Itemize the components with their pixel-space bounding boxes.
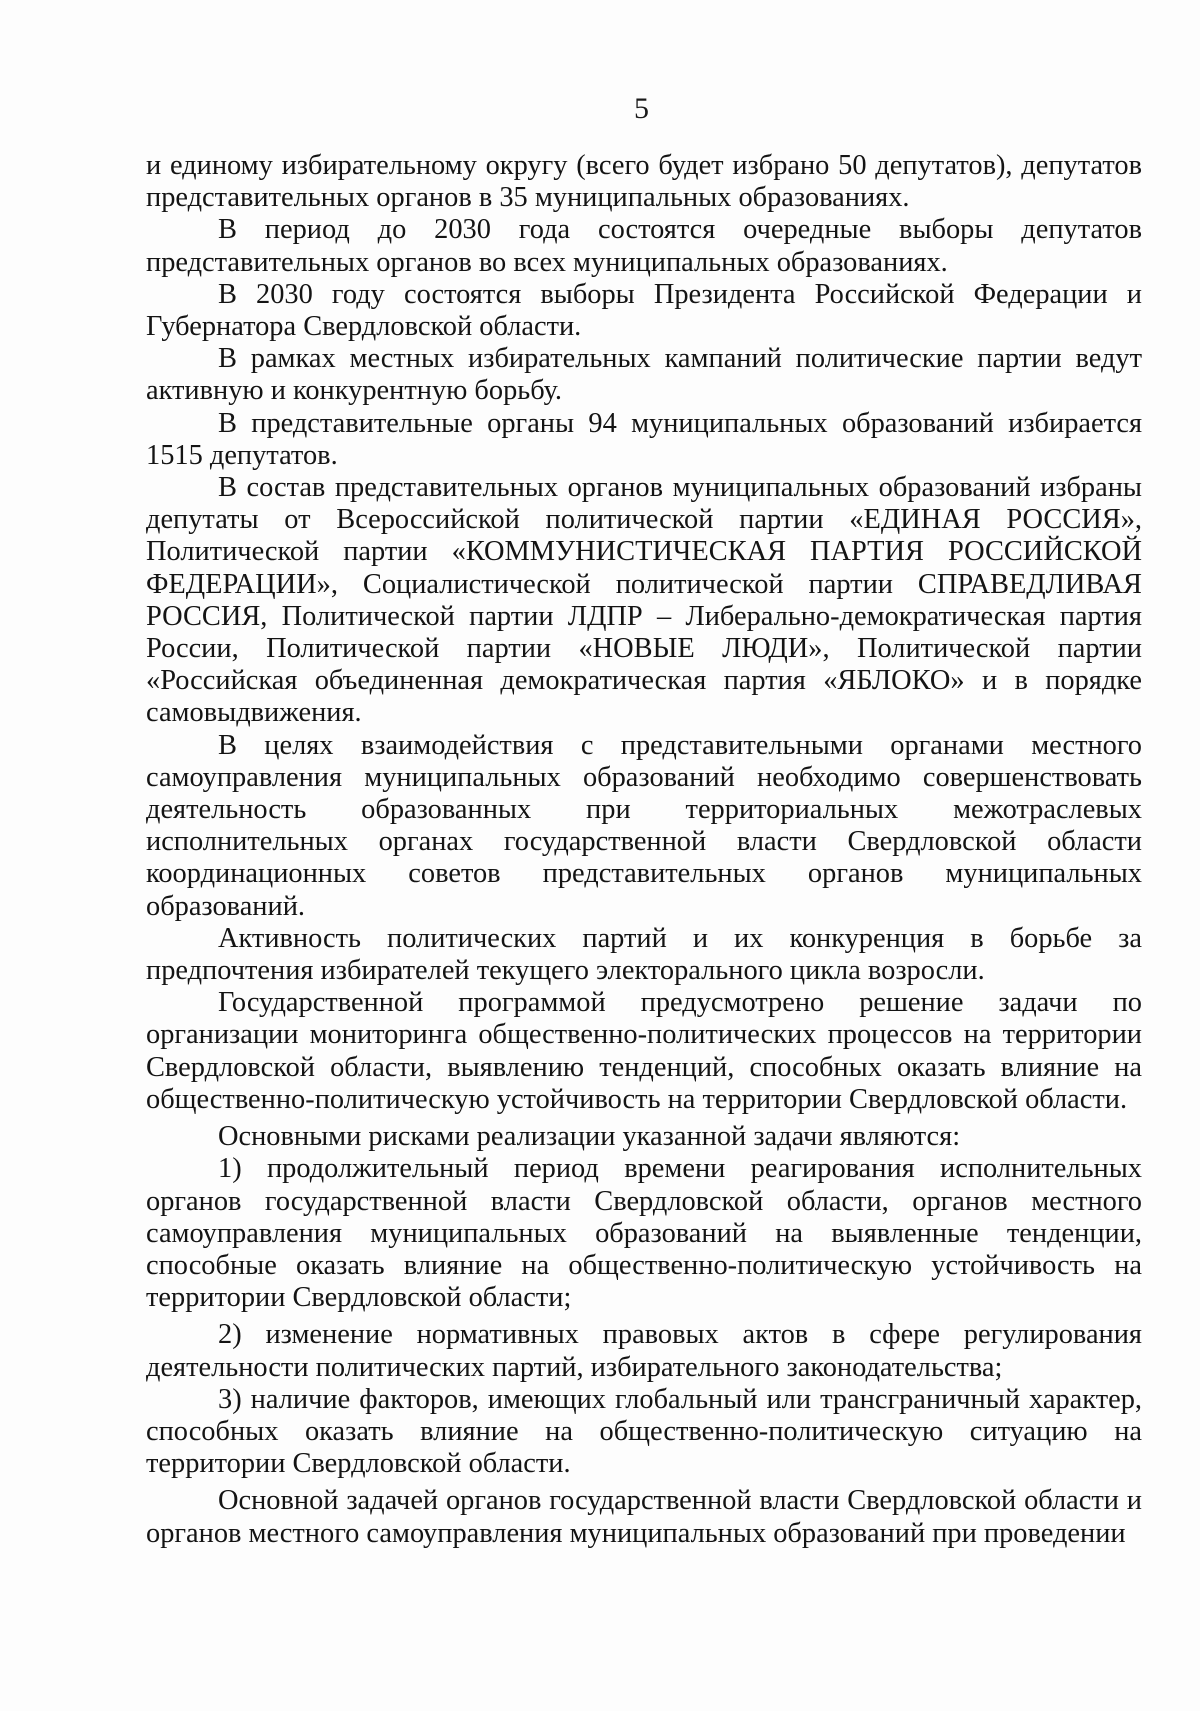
list-item-risk-2: 2) изменение нормативных правовых актов в сфере регулирования деятельности политических партий, избирательного законодательства; bbox=[146, 1319, 1142, 1383]
list-item-risk-1: 1) продолжительный период времени реагирования исполнительных органов государственной власти Свердловской области, органов местного самоуправления муниципальных образований на выявленные тенденции, способные оказать влияние на общественно-политическую устойчивость на территории Свердловской области; bbox=[146, 1153, 1142, 1314]
paragraph-parties-list: В состав представительных органов муниципальных образований избраны депутаты от Всероссийской политической партии «ЕДИНАЯ РОССИЯ», Политической партии «КОММУНИСТИЧЕСКАЯ ПАРТИЯ РОССИЙСКОЙ ФЕДЕРАЦИИ», Социалистической политической партии СПРАВЕДЛИВАЯ РОССИЯ, Политической партии ЛДПР – Либерально-демократическая партия России, Политической партии «НОВЫЕ ЛЮДИ», Политической партии «Российская объединенная демократическая партия «ЯБЛОКО» и в порядке самовыдвижения. bbox=[146, 472, 1142, 729]
paragraph-continuation: и единому избирательному округу (всего будет избрано 50 депутатов), депутатов представительных органов в 35 муниципальных образованиях. bbox=[146, 150, 1142, 214]
paragraph-monitoring-task: Государственной программой предусмотрено решение задачи по организации мониторинга общественно-политических процессов на территории Свердловской области, выявлению тенденций, способных оказать влияние на общественно-политическую устойчивость на территории Свердловской области. bbox=[146, 987, 1142, 1115]
list-item-risk-3: 3) наличие факторов, имеющих глобальный или трансграничный характер, способных оказать влияние на общественно-политическую ситуацию на территории Свердловской области. bbox=[146, 1383, 1142, 1480]
paragraph-party-activity: Активность политических партий и их конкуренция в борьбе за предпочтения избирателей текущего электорального цикла возросли. bbox=[146, 922, 1142, 987]
paragraph-local-campaigns: В рамках местных избирательных кампаний политические партии ведут активную и конкурентную борьбу. bbox=[146, 343, 1142, 407]
paragraph-risks-intro: Основными рисками реализации указанной задачи являются: bbox=[218, 1121, 961, 1153]
paragraph-coordination-councils: В целях взаимодействия с представительными органами местного самоуправления муниципальных образований необходимо совершенствовать деятельность образованных при территориальных межотраслевых исполнительных органах государственной власти Свердловской области координационных советов представительных органов муниципальных образований. bbox=[146, 729, 1142, 922]
paragraph-elections-2030-period: В период до 2030 года состоятся очередные выборы депутатов представительных органов во всех муниципальных образованиях. bbox=[146, 214, 1142, 278]
paragraph-elections-2030-president: В 2030 году состоятся выборы Президента Российской Федерации и Губернатора Свердловской области. bbox=[146, 278, 1142, 343]
document-body bbox=[146, 150, 1142, 1550]
page-number: 5 bbox=[634, 92, 649, 125]
paragraph-deputies-count: В представительные органы 94 муниципальных образований избирается 1515 депутатов. bbox=[146, 407, 1142, 471]
paragraph-main-task: Основной задачей органов государственной власти Свердловской области и органов местного самоуправления муниципальных образований при проведении bbox=[146, 1485, 1142, 1549]
